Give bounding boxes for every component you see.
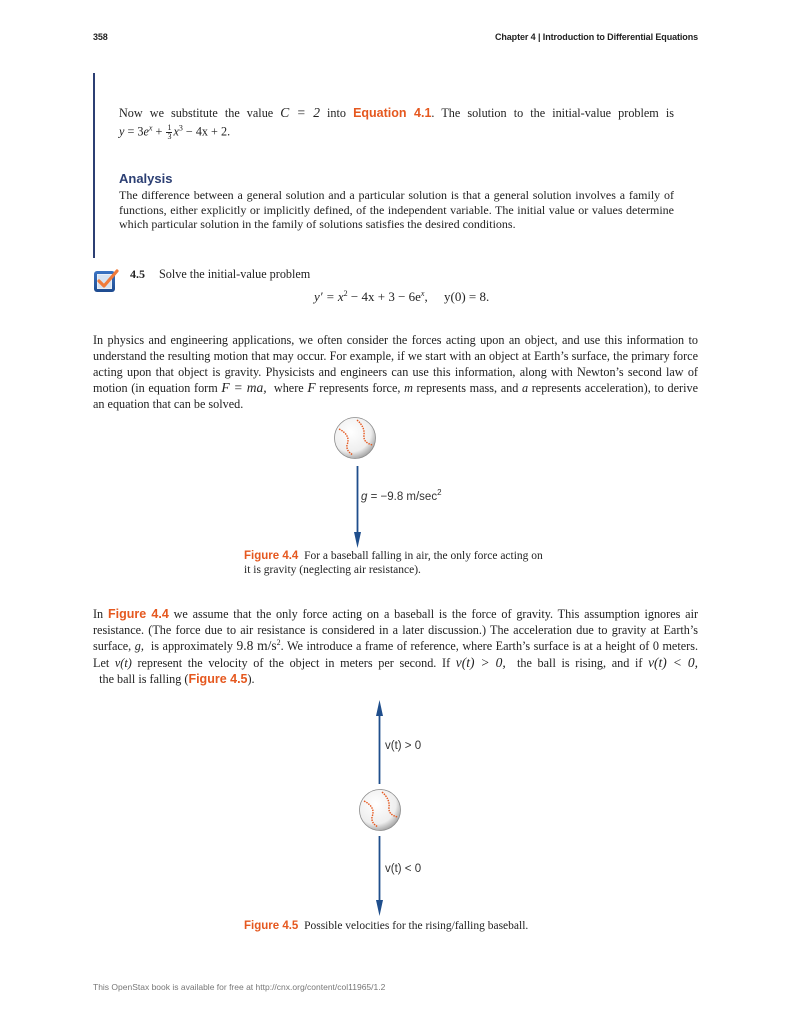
chapter-title: Chapter 4 | Introduction to Differential Equations	[494, 32, 698, 42]
baseball-figure-4-5	[358, 787, 402, 833]
physics-paragraph: In physics and engineering applications, we often consider the forces acting upon an object, and use this information to understand the resulting motion that may occur. For example, if we start with an object at Earth’s surface, the primary force acting upon that object is gravity. Physicists and engineers can use this information, along with Newton’s second law of motion (in equation form F = ma, where F represents force, m represents mass, and a represents acceleration), to derive an equation that can be solved.	[93, 333, 699, 412]
baseball-figure-4-4	[333, 415, 377, 461]
gravity-label: g = −9.8 $m/\sec^2$	[361, 488, 442, 503]
figure-4-5-label: Figure 4.5	[244, 920, 299, 932]
fraction-one-third: $\frac{1}{3}$	[167, 122, 172, 141]
falling-arrow	[376, 836, 383, 916]
checkmark-checkbox-icon	[93, 268, 119, 294]
figure-4-4-link[interactable]: Figure 4.4	[107, 607, 169, 621]
rising-arrow	[376, 700, 383, 784]
analysis-heading: Analysis	[119, 171, 173, 186]
exercise-equation: $y' = x^2 - 4x + 3 - 6e^x$, y(0) = 8.	[314, 289, 490, 304]
footer-license-note: This OpenStax book is available for free at http://cnx.org/content/col11965/1.2	[93, 982, 386, 992]
figure-4-4-label: Figure 4.4	[244, 550, 299, 562]
example-box-rule	[93, 73, 95, 258]
figure-4-5-link[interactable]: Figure 4.5	[188, 671, 248, 686]
page-number: 358	[93, 32, 108, 42]
math-c-equals-2: C = 2	[280, 105, 320, 120]
figure-4-5-caption: Figure 4.5 Possible velocities for the rising/falling baseball.	[244, 920, 529, 932]
figure-4-4-caption: Figure 4.4 For a baseball falling in air, the only force acting on it is gravity (neglecting air resistance).	[244, 550, 543, 576]
gravity-arrow	[354, 466, 361, 548]
solution-equation: $y = 3e^x$ + $\frac{1}{3}$ $x^3 - 4x + 2$.	[119, 122, 231, 141]
equation-4-1-link[interactable]: Equation 4.1	[353, 106, 432, 120]
exercise-number: 4.5	[130, 267, 145, 281]
falling-label: v(t) < 0	[385, 863, 422, 875]
gravity-paragraph: In Figure 4.4 we assume that the only force acting on a baseball is the force of gravity. This assumption ignores air resistance. (The force due to air resistance is considered in a later discussion.) The acceleration due to gravity at Earth’s surface, g, is approximately 9.8 $m/s^2$. We introduce a frame of reference, where Earth’s surface is at a height of 0 meters. Let v(t) represent the velocity of the object in meters per second. If v(t) > 0, the ball is rising, and if v(t) < 0, the ball is falling (Figure 4.5).	[93, 607, 699, 686]
rising-label: v(t) > 0	[385, 740, 422, 752]
exercise-prompt: Solve the initial-value problem	[159, 267, 311, 281]
example-solution-paragraph: Now we substitute the value C = 2 into Equation 4.1. The solution to the initial-value problem is $y = 3e^x$ + $\frac{1}{3}$ $x^3 - 4x + 2$.	[119, 105, 674, 141]
analysis-text: The difference between a general solution and a particular solution is that a general solution involves a family of functions, either explicitly or implicitly defined, of the independent variable. The initial value or values determine which particular solution in the family of solutions satisfies the desired conditions.	[119, 188, 674, 231]
